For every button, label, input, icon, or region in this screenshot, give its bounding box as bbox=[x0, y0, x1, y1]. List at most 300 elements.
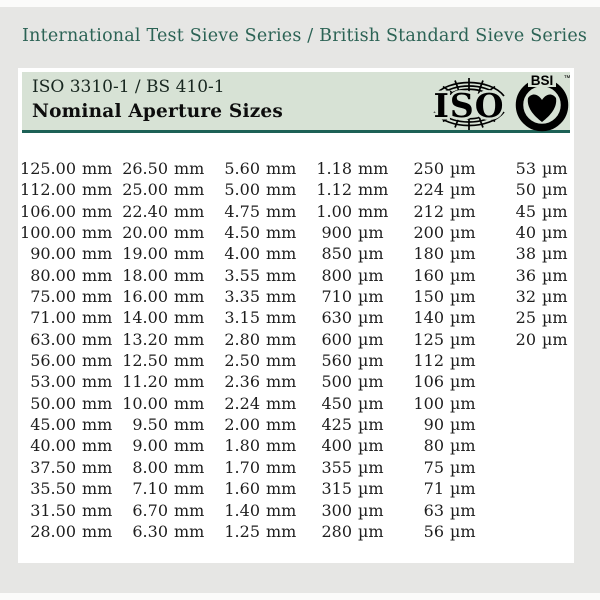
sieve-cell-unit: µm bbox=[450, 287, 476, 307]
sieve-cell bbox=[112, 158, 204, 179]
sieve-cell-unit: mm bbox=[174, 457, 205, 477]
sieve-cell-unit: µm bbox=[358, 521, 384, 541]
sieve-cell-unit: mm bbox=[174, 393, 205, 413]
sieve-cell-value: 71 bbox=[423, 479, 444, 499]
sieve-cell-unit: mm bbox=[82, 201, 113, 221]
sieve-cell-value: 20.00 bbox=[122, 223, 168, 243]
sieve-cell bbox=[204, 243, 296, 264]
sieve-cell-value: 900 bbox=[321, 223, 352, 243]
sieve-cell bbox=[204, 500, 296, 521]
sieve-cell-value: 2.24 bbox=[224, 393, 260, 413]
sieve-cell bbox=[20, 478, 112, 499]
sieve-cell bbox=[204, 201, 296, 222]
sieve-cell-value: 9.50 bbox=[132, 415, 168, 435]
sieve-cell-value: 355 bbox=[321, 457, 352, 477]
card-title: Nominal Aperture Sizes bbox=[32, 101, 283, 122]
sieve-cell bbox=[204, 265, 296, 286]
sieve-cell bbox=[388, 371, 480, 392]
sieve-cell-value: 11.20 bbox=[122, 372, 168, 392]
sieve-cell-value: 500 bbox=[321, 372, 352, 392]
bsi-kitemark-icon bbox=[510, 71, 574, 133]
sieve-cell-value: 36 bbox=[515, 265, 536, 285]
sieve-cell-unit: mm bbox=[82, 308, 113, 328]
sieve-cell-value: 1.80 bbox=[224, 436, 260, 456]
sieve-cell-unit: mm bbox=[174, 223, 205, 243]
sieve-cell-unit: mm bbox=[266, 265, 297, 285]
sieve-cell-value: 56 bbox=[423, 521, 444, 541]
sieve-cell bbox=[112, 201, 204, 222]
sieve-cell bbox=[388, 478, 480, 499]
sieve-cell bbox=[296, 478, 388, 499]
sieve-cell bbox=[20, 158, 112, 179]
sieve-cell-unit: µm bbox=[542, 159, 568, 178]
sieve-cell-value: 2.80 bbox=[224, 329, 260, 349]
sieve-cell bbox=[204, 329, 296, 350]
sieve-cell-value: 35.50 bbox=[30, 479, 76, 499]
sieve-cell-value: 106.00 bbox=[20, 201, 76, 221]
sieve-cell-unit: mm bbox=[174, 265, 205, 285]
sieve-cell bbox=[296, 521, 388, 542]
sieve-cell bbox=[112, 393, 204, 414]
sieve-cell bbox=[20, 371, 112, 392]
sieve-cell-value: 125.00 bbox=[20, 159, 76, 178]
sieve-cell bbox=[112, 179, 204, 200]
sieve-cell-value: 71.00 bbox=[30, 308, 76, 328]
sieve-cell-unit: mm bbox=[174, 244, 205, 264]
sieve-cell-unit: mm bbox=[82, 180, 113, 200]
sieve-cell-unit: µm bbox=[450, 265, 476, 285]
sieve-cell bbox=[20, 329, 112, 350]
sieve-cell bbox=[388, 435, 480, 456]
sieve-cell-value: 2.50 bbox=[224, 351, 260, 371]
sieve-cell bbox=[204, 435, 296, 456]
sieve-cell bbox=[296, 286, 388, 307]
sieve-cell-unit: mm bbox=[266, 201, 297, 221]
sieve-cell-value: 250 bbox=[413, 159, 444, 178]
sieve-cell-unit: µm bbox=[358, 265, 384, 285]
standard-reference: ISO 3310-1 / BS 410-1 bbox=[32, 77, 225, 97]
sieve-cell bbox=[296, 307, 388, 328]
sieve-cell-value: 22.40 bbox=[122, 201, 168, 221]
sieve-column bbox=[480, 158, 572, 542]
sieve-cell-value: 75 bbox=[423, 457, 444, 477]
sieve-cell-value: 600 bbox=[321, 329, 352, 349]
sieve-cell-unit: µm bbox=[450, 201, 476, 221]
sieve-cell-value: 80 bbox=[423, 436, 444, 456]
sieve-cell-value: 100.00 bbox=[20, 223, 76, 243]
sieve-cell-value: 400 bbox=[321, 436, 352, 456]
sieve-cell-value: 1.00 bbox=[316, 201, 352, 221]
sieve-cell-value: 2.36 bbox=[224, 372, 260, 392]
sieve-cell-value: 28.00 bbox=[30, 521, 76, 541]
sieve-cell-value: 20 bbox=[515, 329, 536, 349]
sieve-cell bbox=[112, 222, 204, 243]
sieve-cell-value: 3.15 bbox=[224, 308, 260, 328]
sieve-column bbox=[204, 158, 296, 542]
sieve-cell-value: 90 bbox=[423, 415, 444, 435]
sieve-column bbox=[112, 158, 204, 542]
sieve-cell bbox=[480, 307, 572, 328]
sieve-cell-unit: µm bbox=[450, 521, 476, 541]
sieve-cell bbox=[480, 286, 572, 307]
sieve-cell bbox=[296, 265, 388, 286]
sieve-cell-unit: mm bbox=[266, 308, 297, 328]
sieve-cell bbox=[112, 435, 204, 456]
sieve-cell bbox=[480, 179, 572, 200]
sieve-cell bbox=[296, 371, 388, 392]
sieve-cell-value: 19.00 bbox=[122, 244, 168, 264]
sieve-cell bbox=[480, 201, 572, 222]
sieve-cell-value: 56.00 bbox=[30, 351, 76, 371]
sieve-cell-value: 200 bbox=[413, 223, 444, 243]
sieve-cell-unit: mm bbox=[266, 372, 297, 392]
sieve-cell bbox=[296, 414, 388, 435]
sieve-cell-unit: mm bbox=[358, 180, 389, 200]
sieve-cell-unit: µm bbox=[542, 329, 568, 349]
sieve-cell bbox=[388, 222, 480, 243]
sieve-cell-unit: mm bbox=[174, 436, 205, 456]
sieve-cell-value: 450 bbox=[321, 393, 352, 413]
sieve-cell-unit: mm bbox=[82, 500, 113, 520]
sieve-cell bbox=[20, 393, 112, 414]
sieve-cell-unit: mm bbox=[266, 159, 297, 178]
sieve-cell-value: 63.00 bbox=[30, 329, 76, 349]
sieve-cell bbox=[388, 286, 480, 307]
sieve-cell bbox=[204, 457, 296, 478]
sieve-cell-unit: mm bbox=[266, 180, 297, 200]
sieve-cell-unit: mm bbox=[174, 521, 205, 541]
sieve-cell-unit: mm bbox=[174, 372, 205, 392]
sieve-cell bbox=[112, 286, 204, 307]
sieve-cell-unit: µm bbox=[358, 351, 384, 371]
sieve-cell-unit: mm bbox=[82, 415, 113, 435]
sieve-cell bbox=[388, 457, 480, 478]
sieve-cell-unit: µm bbox=[450, 180, 476, 200]
sieve-cell-value: 45.00 bbox=[30, 415, 76, 435]
sieve-cell-value: 140 bbox=[413, 308, 444, 328]
sieve-cell-value: 100 bbox=[413, 393, 444, 413]
sieve-cell-unit: µm bbox=[542, 287, 568, 307]
sieve-cell bbox=[20, 243, 112, 264]
sieve-cell bbox=[20, 435, 112, 456]
sieve-cell bbox=[296, 350, 388, 371]
sieve-cell bbox=[112, 500, 204, 521]
sieve-cell-unit: mm bbox=[82, 351, 113, 371]
sieve-cell-value: 40.00 bbox=[30, 436, 76, 456]
sieve-cell-value: 180 bbox=[413, 244, 444, 264]
sieve-cell-value: 38 bbox=[515, 244, 536, 264]
sieve-cell-unit: mm bbox=[266, 521, 297, 541]
sieve-cell-unit: mm bbox=[174, 329, 205, 349]
sieve-cell bbox=[204, 286, 296, 307]
sieve-cell-unit: µm bbox=[358, 436, 384, 456]
sieve-cell bbox=[296, 222, 388, 243]
sieve-cell-value: 850 bbox=[321, 244, 352, 264]
sieve-cell-value: 53.00 bbox=[30, 372, 76, 392]
sieve-cell-unit: mm bbox=[266, 479, 297, 499]
sieve-cell bbox=[204, 307, 296, 328]
sieve-cell-value: 12.50 bbox=[122, 351, 168, 371]
sieve-cell-unit: mm bbox=[266, 393, 297, 413]
sieve-cell-unit: mm bbox=[358, 159, 389, 178]
sieve-cell bbox=[388, 243, 480, 264]
sieve-cell bbox=[388, 521, 480, 542]
sieve-cell bbox=[204, 521, 296, 542]
sieve-cell bbox=[20, 350, 112, 371]
sieve-cell-value: 112.00 bbox=[20, 180, 76, 200]
sieve-cell-unit: mm bbox=[358, 201, 389, 221]
sieve-cell-value: 25.00 bbox=[122, 180, 168, 200]
sieve-cell-unit: mm bbox=[82, 244, 113, 264]
sieve-cell bbox=[296, 158, 388, 179]
sieve-cell bbox=[296, 243, 388, 264]
sieve-cell-unit: mm bbox=[174, 201, 205, 221]
sieve-cell-unit: mm bbox=[82, 329, 113, 349]
sieve-cell bbox=[112, 329, 204, 350]
trademark-symbol: ™ bbox=[563, 75, 571, 82]
sieve-cell-unit: mm bbox=[174, 415, 205, 435]
sieve-cell-unit: µm bbox=[450, 372, 476, 392]
sieve-cell-value: 1.40 bbox=[224, 500, 260, 520]
sieve-cell bbox=[388, 201, 480, 222]
sieve-cell-unit: mm bbox=[82, 393, 113, 413]
sieve-cell-unit: mm bbox=[266, 351, 297, 371]
sieve-cell-value: 560 bbox=[321, 351, 352, 371]
sieve-cell bbox=[388, 350, 480, 371]
sieve-cell-value: 1.70 bbox=[224, 457, 260, 477]
sieve-cell-value: 5.00 bbox=[224, 180, 260, 200]
sieve-cell bbox=[20, 265, 112, 286]
sieve-cell-value: 6.70 bbox=[132, 500, 168, 520]
sieve-cell-value: 53 bbox=[515, 159, 536, 178]
sieve-cell-value: 32 bbox=[515, 287, 536, 307]
sieve-cell-value: 50.00 bbox=[30, 393, 76, 413]
sieve-cell-unit: µm bbox=[450, 329, 476, 349]
sieve-cell-value: 45 bbox=[515, 201, 536, 221]
sieve-cell-unit: µm bbox=[450, 500, 476, 520]
sieve-cell-value: 4.50 bbox=[224, 223, 260, 243]
sieve-cell-value: 16.00 bbox=[122, 287, 168, 307]
sieve-cell-unit: mm bbox=[266, 500, 297, 520]
sieve-cell-unit: mm bbox=[82, 479, 113, 499]
sieve-cell-value: 40 bbox=[515, 223, 536, 243]
sieve-cell bbox=[112, 265, 204, 286]
sieve-cell bbox=[20, 500, 112, 521]
sieve-cell bbox=[204, 371, 296, 392]
sieve-cell-unit: µm bbox=[450, 223, 476, 243]
sieve-cell-unit: µm bbox=[358, 500, 384, 520]
sieve-column bbox=[296, 158, 388, 542]
sieve-cell bbox=[20, 179, 112, 200]
sieve-cell-unit: µm bbox=[542, 308, 568, 328]
sieve-cell-unit: µm bbox=[450, 415, 476, 435]
sieve-cell-value: 1.12 bbox=[316, 180, 352, 200]
page-title: International Test Sieve Series / British Standard Sieve Series bbox=[22, 26, 588, 46]
sieve-cell-unit: mm bbox=[82, 521, 113, 541]
sieve-cell-value: 25 bbox=[515, 308, 536, 328]
sieve-cell-unit: mm bbox=[174, 287, 205, 307]
sieve-cell bbox=[480, 329, 572, 350]
sieve-cell-value: 3.55 bbox=[224, 265, 260, 285]
sieve-cell-value: 9.00 bbox=[132, 436, 168, 456]
sieve-cell-unit: mm bbox=[82, 265, 113, 285]
sieve-cell-unit: µm bbox=[358, 329, 384, 349]
sieve-cell bbox=[388, 158, 480, 179]
sieve-cell-unit: µm bbox=[450, 351, 476, 371]
sieve-cell-unit: mm bbox=[266, 244, 297, 264]
sieve-cell bbox=[20, 307, 112, 328]
sieve-cell bbox=[20, 222, 112, 243]
sieve-cell bbox=[112, 478, 204, 499]
sieve-cell-unit: mm bbox=[174, 351, 205, 371]
sieve-cell bbox=[112, 521, 204, 542]
sieve-cell bbox=[296, 435, 388, 456]
sieve-cell-value: 4.75 bbox=[224, 201, 260, 221]
sieve-cell-unit: mm bbox=[82, 372, 113, 392]
sieve-cell-value: 160 bbox=[413, 265, 444, 285]
sieve-cell bbox=[204, 393, 296, 414]
sieve-cell-value: 80.00 bbox=[30, 265, 76, 285]
iso-logo-icon bbox=[428, 75, 510, 133]
sieve-cell-value: 425 bbox=[321, 415, 352, 435]
sieve-cell bbox=[112, 243, 204, 264]
sieve-cell bbox=[388, 179, 480, 200]
sieve-cell bbox=[20, 201, 112, 222]
sieve-cell bbox=[480, 158, 572, 179]
sieve-cell bbox=[388, 307, 480, 328]
sieve-cell-unit: µm bbox=[358, 457, 384, 477]
sieve-cell-value: 710 bbox=[321, 287, 352, 307]
sieve-cell-value: 50 bbox=[515, 180, 536, 200]
sieve-cell bbox=[480, 243, 572, 264]
sieve-cell bbox=[204, 350, 296, 371]
sieve-cell-value: 125 bbox=[413, 329, 444, 349]
sieve-cell-unit: µm bbox=[358, 308, 384, 328]
sieve-cell bbox=[296, 201, 388, 222]
sieve-cell bbox=[388, 265, 480, 286]
bsi-logo-text: BSI bbox=[530, 73, 554, 88]
sieve-cell-value: 315 bbox=[321, 479, 352, 499]
sieve-cell-value: 630 bbox=[321, 308, 352, 328]
sieve-cell bbox=[112, 307, 204, 328]
sieve-cell bbox=[388, 329, 480, 350]
sieve-cell bbox=[20, 457, 112, 478]
sieve-cell-unit: µm bbox=[450, 159, 476, 178]
sieve-cell-value: 4.00 bbox=[224, 244, 260, 264]
sieve-cell-value: 7.10 bbox=[132, 479, 168, 499]
sieve-cell-unit: mm bbox=[266, 436, 297, 456]
sieve-cell-value: 26.50 bbox=[122, 159, 168, 178]
sieve-cell bbox=[296, 179, 388, 200]
sieve-cell bbox=[112, 371, 204, 392]
sieve-cell bbox=[480, 222, 572, 243]
sieve-cell-value: 5.60 bbox=[224, 159, 260, 178]
sieve-cell bbox=[388, 414, 480, 435]
sieve-cell bbox=[388, 500, 480, 521]
sieve-cell-unit: mm bbox=[82, 159, 113, 178]
sieve-cell-unit: µm bbox=[450, 308, 476, 328]
sieve-cell-unit: µm bbox=[450, 436, 476, 456]
iso-logo-text: ISO bbox=[433, 86, 505, 125]
sieve-cell-unit: mm bbox=[82, 287, 113, 307]
sieve-cell bbox=[112, 457, 204, 478]
sieve-cell-unit: mm bbox=[266, 457, 297, 477]
sieve-column bbox=[20, 158, 112, 542]
sieve-cell-value: 224 bbox=[413, 180, 444, 200]
sieve-cell-unit: mm bbox=[174, 180, 205, 200]
sieve-cell-unit: mm bbox=[266, 415, 297, 435]
sieve-cell-value: 1.60 bbox=[224, 479, 260, 499]
sieve-cell-unit: mm bbox=[82, 223, 113, 243]
sieve-cell-value: 75.00 bbox=[30, 287, 76, 307]
sieve-cell-unit: µm bbox=[542, 265, 568, 285]
sieve-cell-value: 18.00 bbox=[122, 265, 168, 285]
sieve-cell-value: 3.35 bbox=[224, 287, 260, 307]
sieve-cell bbox=[204, 414, 296, 435]
sieve-cell-unit: µm bbox=[542, 223, 568, 243]
sieve-cell bbox=[204, 179, 296, 200]
sieve-cell-unit: µm bbox=[542, 244, 568, 264]
sieve-cell-unit: µm bbox=[358, 244, 384, 264]
sieve-cell-unit: µm bbox=[542, 180, 568, 200]
sieve-cell-value: 2.00 bbox=[224, 415, 260, 435]
sieve-cell-unit: mm bbox=[266, 287, 297, 307]
sieve-cell-unit: µm bbox=[450, 244, 476, 264]
sieve-cell bbox=[296, 500, 388, 521]
sieve-cell-value: 13.20 bbox=[122, 329, 168, 349]
sieve-cell-value: 10.00 bbox=[122, 393, 168, 413]
sieve-cell bbox=[20, 414, 112, 435]
sieve-cell-unit: µm bbox=[358, 287, 384, 307]
aperture-table bbox=[20, 158, 572, 542]
sieve-cell-value: 112 bbox=[413, 351, 444, 371]
sieve-cell-unit: µm bbox=[358, 393, 384, 413]
sieve-cell-unit: µm bbox=[358, 415, 384, 435]
sieve-cell-unit: mm bbox=[174, 479, 205, 499]
sieve-cell-unit: µm bbox=[358, 372, 384, 392]
sieve-cell-unit: mm bbox=[82, 436, 113, 456]
sieve-cell-unit: µm bbox=[542, 201, 568, 221]
sieve-cell bbox=[20, 286, 112, 307]
sieve-cell-unit: mm bbox=[266, 223, 297, 243]
sieve-cell-unit: mm bbox=[174, 308, 205, 328]
sieve-cell bbox=[204, 158, 296, 179]
sieve-cell-unit: µm bbox=[358, 479, 384, 499]
sieve-cell bbox=[112, 414, 204, 435]
sieve-cell bbox=[296, 457, 388, 478]
sieve-cell bbox=[480, 265, 572, 286]
sieve-column bbox=[388, 158, 480, 542]
sieve-cell-value: 280 bbox=[321, 521, 352, 541]
sieve-cell-value: 63 bbox=[423, 500, 444, 520]
card-header-band bbox=[22, 72, 570, 133]
sieve-cell-value: 106 bbox=[413, 372, 444, 392]
sieve-cell-value: 90.00 bbox=[30, 244, 76, 264]
sieve-cell-unit: µm bbox=[450, 457, 476, 477]
sieve-cell-unit: mm bbox=[82, 457, 113, 477]
sieve-cell-value: 37.50 bbox=[30, 457, 76, 477]
sieve-cell-value: 14.00 bbox=[122, 308, 168, 328]
sieve-cell-value: 300 bbox=[321, 500, 352, 520]
sieve-cell-value: 212 bbox=[413, 201, 444, 221]
sieve-cell-value: 6.30 bbox=[132, 521, 168, 541]
sieve-cell-unit: mm bbox=[174, 159, 205, 178]
sieve-cell-value: 31.50 bbox=[30, 500, 76, 520]
sieve-cell-unit: µm bbox=[358, 223, 384, 243]
sieve-cell bbox=[112, 350, 204, 371]
sieve-cell-value: 1.25 bbox=[224, 521, 260, 541]
sieve-cell-unit: µm bbox=[450, 479, 476, 499]
